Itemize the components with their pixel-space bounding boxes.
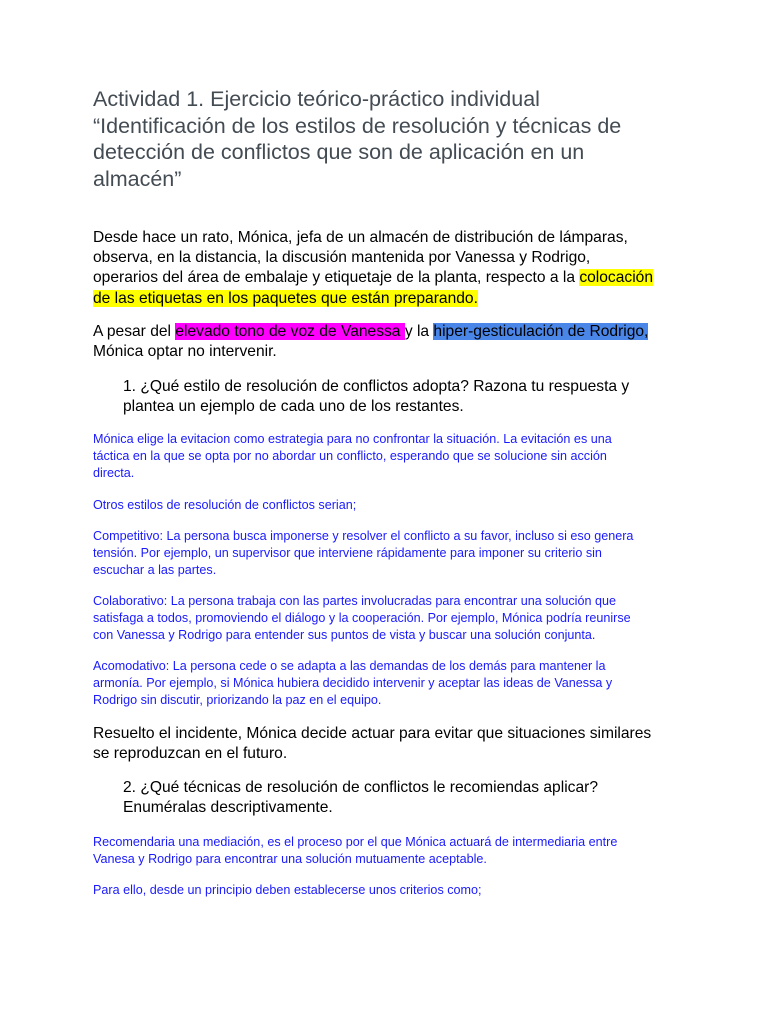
text-line: observa, en la distancia, la discusión mantenida por Vanessa y Rodrigo, xyxy=(93,249,591,267)
text-line: se reproduzcan en el futuro. xyxy=(93,745,288,763)
title-line: “Identificación de los estilos de resolución y técnicas de xyxy=(93,113,622,138)
text-line: plantea un ejemplo de cada uno de los restantes. xyxy=(123,398,464,416)
text-line: Resuelto el incidente, Mónica decide actuar para evitar que situaciones similares xyxy=(93,725,652,742)
text-line xyxy=(93,268,693,288)
highlight-magenta: elevado tono de voz de Vanessa xyxy=(175,323,405,340)
text-line: Desde hace un rato, Mónica, jefa de un almacén de distribución de lámparas, xyxy=(93,229,628,246)
text-line: Colaborativo: La persona trabaja con las partes involucradas para encontrar una solución que xyxy=(93,594,616,608)
highlight-yellow: colocación xyxy=(579,269,654,287)
text-line: Otros estilos de resolución de conflictos serian; xyxy=(93,498,357,512)
text-line: táctica en la que se opta por no abordar un conflicto, esperando que se solucione sin acción xyxy=(93,449,607,463)
question-1 xyxy=(123,377,683,417)
second-paragraph xyxy=(93,322,693,362)
text-line: Enuméralas descriptivamente. xyxy=(123,799,333,817)
text-line xyxy=(93,289,693,309)
text-line: Vanesa y Rodrigo para encontrar una solución mutuamente aceptable. xyxy=(93,852,487,866)
text-line: Para ello, desde un principio deben establecerse unos criterios como; xyxy=(93,883,482,897)
text-line: Mónica elige la evitacion como estrategia para no confrontar la situación. La evitación es una xyxy=(93,432,612,446)
text-line: con Vanessa y Rodrigo para entender sus puntos de vista y buscar una solución conjunta. xyxy=(93,628,596,642)
title-line: almacén” xyxy=(93,166,182,191)
text-line: Mónica optar no intervenir. xyxy=(93,343,277,361)
text-line: escuchar a las partes. xyxy=(93,563,217,577)
answer-mediation xyxy=(93,834,693,868)
text-line: 2. ¿Qué técnicas de resolución de conflictos le recomiendas aplicar? xyxy=(123,779,598,796)
text-line: armonía. Por ejemplo, si Mónica hubiera decidido intervenir y aceptar las ideas de Vanessa y xyxy=(93,676,613,690)
text-segment: operarios del área de embalaje y etiquetaje de la planta, respecto a la xyxy=(93,269,580,287)
activity-title xyxy=(93,86,713,192)
highlight-yellow: de las etiquetas en los paquetes que están preparando. xyxy=(93,289,478,307)
text-line: Acomodativo: La persona cede o se adapta a las demandas de los demás para mantener la xyxy=(93,659,606,673)
title-line: detección de conflictos que son de aplicación en un xyxy=(93,140,585,165)
text-line xyxy=(93,322,693,342)
answer-criteria xyxy=(93,882,693,899)
text-segment: y la xyxy=(404,323,434,340)
third-paragraph xyxy=(93,724,693,764)
answer-competitive xyxy=(93,528,693,579)
text-segment: A pesar del xyxy=(93,323,176,340)
text-line: Competitivo: La persona busca imponerse y resolver el conflicto a su favor, incluso si eso genera xyxy=(93,529,634,543)
intro-paragraph xyxy=(93,228,693,309)
question-2 xyxy=(123,778,683,818)
answer-accommodating xyxy=(93,658,693,709)
answer-collaborative xyxy=(93,593,693,644)
answer-avoidance xyxy=(93,431,693,482)
text-line: Rodrigo sin discutir, priorizando la paz en el equipo. xyxy=(93,693,382,707)
text-line: tensión. Por ejemplo, un supervisor que interviene rápidamente para imponer su criterio sin xyxy=(93,546,602,560)
title-line: Actividad 1. Ejercicio teórico-práctico individual xyxy=(93,87,540,111)
text-line: directa. xyxy=(93,466,135,480)
answer-other-styles xyxy=(93,497,693,514)
text-line: satisfaga a todos, promoviendo el diálogo y la cooperación. Por ejemplo, Mónica podría reunirse xyxy=(93,611,631,625)
text-line: 1. ¿Qué estilo de resolución de conflictos adopta? Razona tu respuesta y xyxy=(123,378,630,395)
text-line: Recomendaria una mediación, es el proceso por el que Mónica actuará de intermediaria entre xyxy=(93,835,618,849)
highlight-blue: hiper-gesticulación de Rodrigo, xyxy=(433,323,649,340)
